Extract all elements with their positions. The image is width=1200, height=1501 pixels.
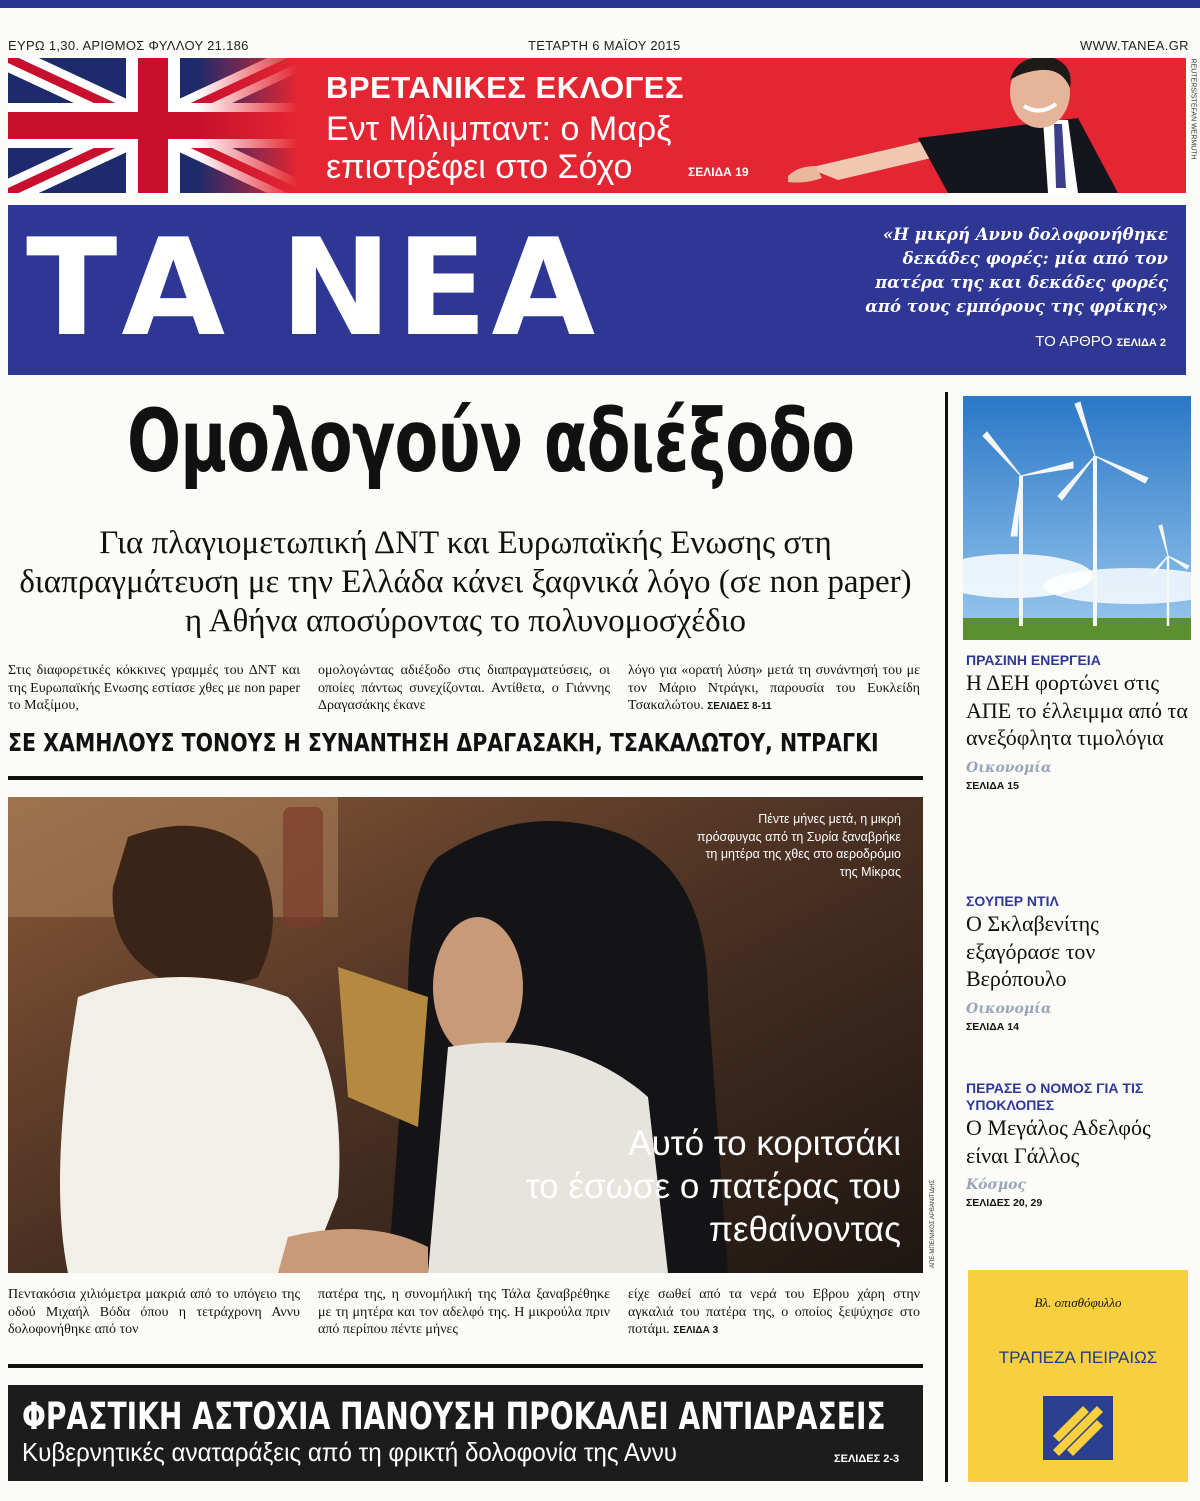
photo-col-3-text: είχε σωθεί από τα νερά του Εβρου χάρη στην αγκαλιά του πατέρα της, ο οποίος ξεψύχησε στο ποτάμι. xyxy=(628,1287,920,1337)
photo-col-2: πατέρα της, η συνομήλική της Τάλα ξαναβρέθηκε με τη μητέρα και τον αδελφό της. Η μικρούλα πριν από περίπου πέντε μήνες xyxy=(318,1287,610,1337)
lead-headline[interactable]: Ομολογούν αδιέξοδο xyxy=(126,392,855,492)
sidebar-kicker: ΠΕΡΑΣΕ Ο ΝΟΜΟΣ ΓΙΑ ΤΙΣ ΥΠΟΚΛΟΠΕΣ xyxy=(966,1080,1144,1113)
banner-headline xyxy=(326,110,671,186)
photo-headline-line-3: πεθαίνοντας xyxy=(708,1210,901,1249)
sidebar-page: ΣΕΛΙΔΕΣ 20, 29 xyxy=(966,1197,1043,1209)
lead-page: ΣΕΛΙΔΕΣ 8-11 xyxy=(707,701,772,712)
feature-photo[interactable] xyxy=(8,797,923,1273)
top-rule xyxy=(0,0,1200,8)
sidebar-headline: Ο Σκλαβενίτης εξαγόρασε τον Βερόπουλο xyxy=(966,911,1099,991)
lead-col-2: ομολογώντας αδιέξοδο στις διαπραγματεύσεις, οι οποίες πάντως συνεχίζονται. Αντίθετα, ο Γιάννης Δραγασάκης έκανε xyxy=(318,663,610,713)
bottom-page: ΣΕΛΙΔΕΣ 2-3 xyxy=(834,1453,900,1465)
lead-subhead: Για πλαγιομετωπική ΔΝΤ και Ευρωπαϊκής Ενωσης στη διαπραγμάτευση με την Ελλάδα κάνει ξαφνικά λόγο (σε non paper) η Αθήνα αποσύροντας το πολυνομοσχέδιο xyxy=(19,525,912,639)
ad-note: Βλ. οπισθόφυλλο xyxy=(1034,1295,1122,1310)
photo-caption: Πέντε μήνες μετά, η μικρή πρόσφυγας από τη Συρία ξαναβρήκε τη μητέρα της χθες στο αεροδρόμιο της Μίκρας xyxy=(696,812,901,879)
banner-line-1: Εντ Μίλιμπαντ: ο Μαρξ xyxy=(326,110,672,148)
divider xyxy=(8,1364,923,1368)
issue-price: ΕΥΡΩ 1,30. ΑΡΙΘΜΟΣ ΦΥΛΛΟΥ 21.186 xyxy=(8,38,249,53)
sidebar-section: Οικονομία xyxy=(966,759,1052,776)
bottom-subheadline: Κυβερνητικές αναταράξεις από τη φρικτή δολοφονία της Αννυ xyxy=(22,1437,678,1467)
sidebar-item[interactable] xyxy=(966,893,1191,1033)
photo-headline[interactable] xyxy=(526,1122,901,1251)
union-jack-flag xyxy=(8,58,298,193)
election-banner[interactable] xyxy=(8,58,1186,193)
divider xyxy=(8,776,923,780)
sidebar-item[interactable] xyxy=(966,1080,1191,1209)
issue-date: ΤΕΤΑΡΤΗ 6 ΜΑΪΟΥ 2015 xyxy=(528,38,681,53)
photo-col-1: Πεντακόσια χιλιόμετρα μακριά από το υπόγειο της οδού Μιχαήλ Βόδα όπου η τετράχρονη Αννυ δολοφονήθηκε από τον xyxy=(8,1287,300,1337)
bottom-story[interactable] xyxy=(8,1385,923,1481)
banner-photo-credit: REUTERS/STEFAN WERMUTH xyxy=(1189,58,1197,160)
bottom-headline: ΦΡΑΣΤΙΚΗ ΑΣΤΟΧΙΑ ΠΑΝΟΥΣΗ ΠΡΟΚΑΛΕΙ ΑΝΤΙΔΡΑΣΕΙΣ xyxy=(22,1395,886,1438)
photo-page: ΣΕΛΙΔΑ 3 xyxy=(673,1325,719,1336)
lead-secondary-headline[interactable]: ΣΕ ΧΑΜΗΛΟΥΣ ΤΟΝΟΥΣ Η ΣΥΝΑΝΤΗΣΗ ΔΡΑΓΑΣΑΚΗ, ΤΣΑΚΑΛΩΤΟΥ, ΝΤΡΑΓΚΙ xyxy=(8,728,879,757)
photo-credit: ΑΠΕ-ΜΠΕ/ΝΙΚΟΣ ΑΡΒΑΝΙΤΙΔΗΣ xyxy=(930,1179,936,1268)
lead-col-1: Στις διαφορετικές κόκκινες γραμμές του ΔΝΤ και της Ευρωπαϊκής Ενωσης εστίασε χθες με non paper το Μαξίμου, xyxy=(8,663,300,713)
sidebar-kicker: ΣΟΥΠΕΡ ΝΤΙΛ xyxy=(966,893,1059,909)
masthead xyxy=(8,205,1186,375)
website[interactable]: WWW.TANEA.GR xyxy=(1080,38,1189,53)
ad-bank-name: ΤΡΑΠΕΖΑ ΠΕΙΡΑΙΩΣ xyxy=(998,1348,1158,1367)
sidebar-item[interactable] xyxy=(966,652,1191,792)
politician-photo xyxy=(778,58,1186,193)
bank-advertisement[interactable] xyxy=(968,1270,1188,1482)
banner-line-2: επιστρέφει στο Σόχο xyxy=(326,148,633,186)
sidebar-page: ΣΕΛΙΔΑ 15 xyxy=(966,779,1019,792)
sidebar-headline: Ο Μεγάλος Αδελφός είναι Γάλλος xyxy=(966,1115,1151,1168)
sidebar-section: Οικονομία xyxy=(966,1000,1052,1017)
newspaper-logo[interactable]: ΤΑ ΝΕΑ xyxy=(26,210,600,366)
banner-title: ΒΡΕΤΑΝΙΚΕΣ ΕΚΛΟΓΕΣ xyxy=(326,70,684,105)
editorial-label: ΤΟ ΑΡΘΡΟ xyxy=(1035,333,1113,350)
editorial-link[interactable] xyxy=(1035,333,1166,350)
editorial-quote: «Η μικρή Αννυ δολοφονήθηκε δεκάδες φορές: μία από τον πατέρα της και δεκάδες φορές από τους εμπόρους της φρίκης» xyxy=(865,225,1168,316)
sidebar-page: ΣΕΛΙΔΑ 14 xyxy=(966,1020,1019,1033)
sidebar-section: Κόσμος xyxy=(966,1177,1026,1193)
sidebar-divider xyxy=(945,392,948,1482)
lead-col-3 xyxy=(628,662,920,716)
photo-headline-line-2: το έσωσε ο πατέρας του xyxy=(525,1167,901,1206)
photo-headline-line-1: Αυτό το κοριτσάκι xyxy=(628,1124,901,1163)
editorial-page: ΣΕΛΙΔΑ 2 xyxy=(1116,337,1166,349)
sidebar-kicker: ΠΡΑΣΙΝΗ ΕΝΕΡΓΕΙΑ xyxy=(966,652,1101,668)
sidebar-headline: Η ΔΕΗ φορτώνει στις ΑΠΕ το έλλειμμα από τα ανεξόφλητα τιμολόγια xyxy=(966,670,1188,750)
photo-col-3 xyxy=(628,1286,920,1340)
banner-page: ΣΕΛΙΔΑ 19 xyxy=(688,165,749,179)
wind-turbines-photo xyxy=(963,396,1191,640)
bank-logo-icon xyxy=(1043,1396,1113,1460)
lead-col-3-text: λόγο για «ορατή λύση» μετά τη συνάντησή του με τον Μάριο Ντράγκι, παρουσία του Ευκλείδη Τσακαλώτου. xyxy=(628,663,920,713)
